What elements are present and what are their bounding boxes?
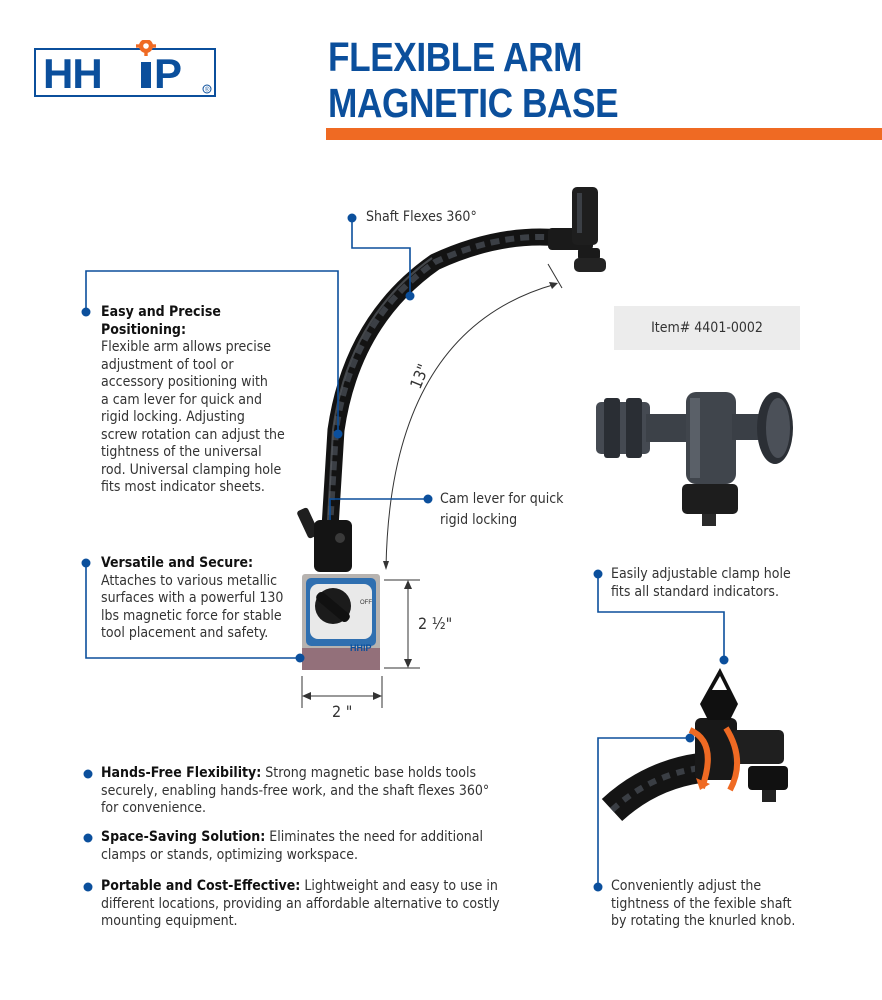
svg-text:OFF: OFF: [360, 600, 372, 606]
item-number: Item# 4401-0002: [651, 320, 763, 336]
bullet-space-saving: Space-Saving Solution: Eliminates the need for additional clamps or stands, optimizing workspace.: [101, 829, 483, 863]
svg-text:®: ®: [205, 87, 210, 94]
clamp-closeup-photo: [596, 392, 793, 526]
bullet-portable: Portable and Cost-Effective: Lightweight and easy to use in different locations, providing an affordable alternative to costly mounting equipment.: [101, 878, 500, 929]
bullet-hands-free: Hands-Free Flexibility: Strong magnetic base holds tools securely, enabling hands-free work, and the shaft flexes 360° for convenience.: [101, 765, 490, 816]
top-clamp: [548, 187, 606, 272]
svg-text:HH: HH: [43, 50, 102, 97]
svg-text:P: P: [154, 50, 183, 97]
clamp-hole-label: Easily adjustable clamp hole fits all standard indicators.: [611, 566, 791, 600]
arm-length-dimension: 13": [406, 361, 434, 392]
feature-versatile: Versatile and Secure: Attaches to various metallic surfaces with a powerful 130 lbs magnetic force for stable tool placement and safety.: [101, 555, 284, 641]
title-line-2: MAGNETIC BASE: [328, 80, 619, 126]
knob-closeup-photo: [612, 668, 788, 810]
feature-positioning: Easy and Precise Positioning: Flexible arm allows precise adjustment of tool or accessory positioning with a cam lever for quick and rigid locking. Adjusting screw rotation can adjust the tightness of the universal rod. Universal clamping hole fits most indicator sheets.: [101, 304, 285, 495]
magnetic-base: [302, 574, 380, 670]
cam-lever-label: Cam lever for quick rigid locking: [440, 491, 564, 528]
base-width-dimension: 2 ": [332, 702, 353, 721]
svg-text:HHIP: HHIP: [350, 643, 372, 653]
knurled-knob-label: Conveniently adjust the tightness of the fexible shaft by rotating the knurled knob.: [611, 878, 796, 929]
shaft-flex-label: Shaft Flexes 360°: [366, 209, 477, 225]
title-line-1: FLEXIBLE ARM: [328, 34, 583, 80]
base-height-dimension: 2 ½": [418, 614, 453, 633]
